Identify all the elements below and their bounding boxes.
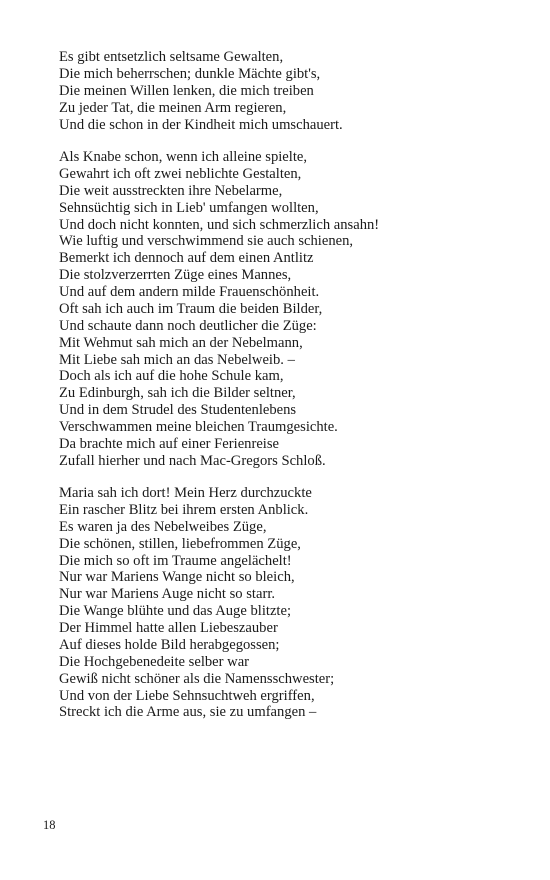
verse-line: Und in dem Strudel des Studentenlebens	[59, 402, 297, 419]
verse-line: Nur war Mariens Auge nicht so starr.	[59, 586, 276, 603]
verse-line: Ein rascher Blitz bei ihrem ersten Anblick.	[59, 501, 309, 518]
verse-line: Und die schon in der Kindheit mich umschauert.	[59, 116, 343, 133]
page-number: 18	[43, 818, 56, 832]
verse-line: Zufall hierher und nach Mac-Gregors Schloß.	[59, 452, 326, 469]
verse-line: Die Hochgebenedeite selber war	[59, 653, 250, 670]
verse-line: Und schaute dann noch deutlicher die Züge:	[59, 317, 317, 334]
verse-line: Die weit ausstreckten ihre Nebelarme,	[59, 182, 283, 199]
verse-line: Und doch nicht konnten, und sich schmerzlich ansahn!	[59, 216, 380, 233]
verse-line: Streckt ich die Arme aus, sie zu umfangen –	[59, 704, 317, 721]
verse-line: Die mich so oft im Traume angelächelt!	[59, 552, 292, 569]
verse-line: Die meinen Willen lenken, die mich treiben	[59, 82, 314, 99]
verse-line: Gewiß nicht schöner als die Namensschwester;	[59, 670, 335, 687]
verse-line: Der Himmel hatte allen Liebeszauber	[59, 620, 278, 636]
verse-line: Verschwammen meine bleichen Traumgesichte.	[59, 419, 338, 435]
verse-line: Doch als ich auf die hohe Schule kam,	[59, 368, 284, 385]
verse-line: Es gibt entsetzlich seltsame Gewalten,	[59, 49, 284, 65]
verse-line: Oft sah ich auch im Traum die beiden Bilder,	[59, 300, 323, 317]
verse-line: Die schönen, stillen, liebefrommen Züge,	[59, 535, 301, 552]
verse-line: Zu Edinburgh, sah ich die Bilder seltner,	[59, 385, 296, 402]
verse-line: Auf dieses holde Bild herabgegossen;	[59, 636, 280, 653]
verse-line: Mit Liebe sah mich an das Nebelweib. –	[59, 351, 295, 368]
verse-line: Da brachte mich auf einer Ferienreise	[59, 435, 280, 452]
verse-line: Es waren ja des Nebelweibes Züge,	[59, 518, 267, 535]
stanza-3	[59, 485, 529, 721]
verse-line: Mit Wehmut sah mich an der Nebelmann,	[59, 334, 303, 351]
verse-line: Die mich beherrschen; dunkle Mächte gibt's,	[59, 65, 321, 82]
verse-line: Als Knabe schon, wenn ich alleine spielte,	[59, 149, 308, 165]
verse-line: Die stolzverzerrten Züge eines Mannes,	[59, 267, 292, 284]
stanza-2	[59, 149, 529, 470]
verse-line: Und auf dem andern milde Frauenschönheit.	[59, 284, 320, 300]
verse-line: Nur war Mariens Wange nicht so bleich,	[59, 569, 295, 586]
verse-line: Sehnsüchtig sich in Lieb' umfangen wollten,	[59, 199, 319, 216]
verse-line: Und von der Liebe Sehnsuchtweh ergriffen,	[59, 687, 315, 704]
stanza-1	[59, 49, 529, 133]
verse-line: Wie luftig und verschwimmend sie auch schienen,	[59, 233, 354, 250]
verse-line: Gewahrt ich oft zwei neblichte Gestalten,	[59, 165, 302, 182]
verse-line: Bemerkt ich dennoch auf dem einen Antlitz	[59, 250, 314, 267]
verse-line: Zu jeder Tat, die meinen Arm regieren,	[59, 99, 287, 116]
verse-line: Maria sah ich dort! Mein Herz durchzuckte	[59, 485, 312, 501]
verse-line: Die Wange blühte und das Auge blitzte;	[59, 603, 292, 620]
